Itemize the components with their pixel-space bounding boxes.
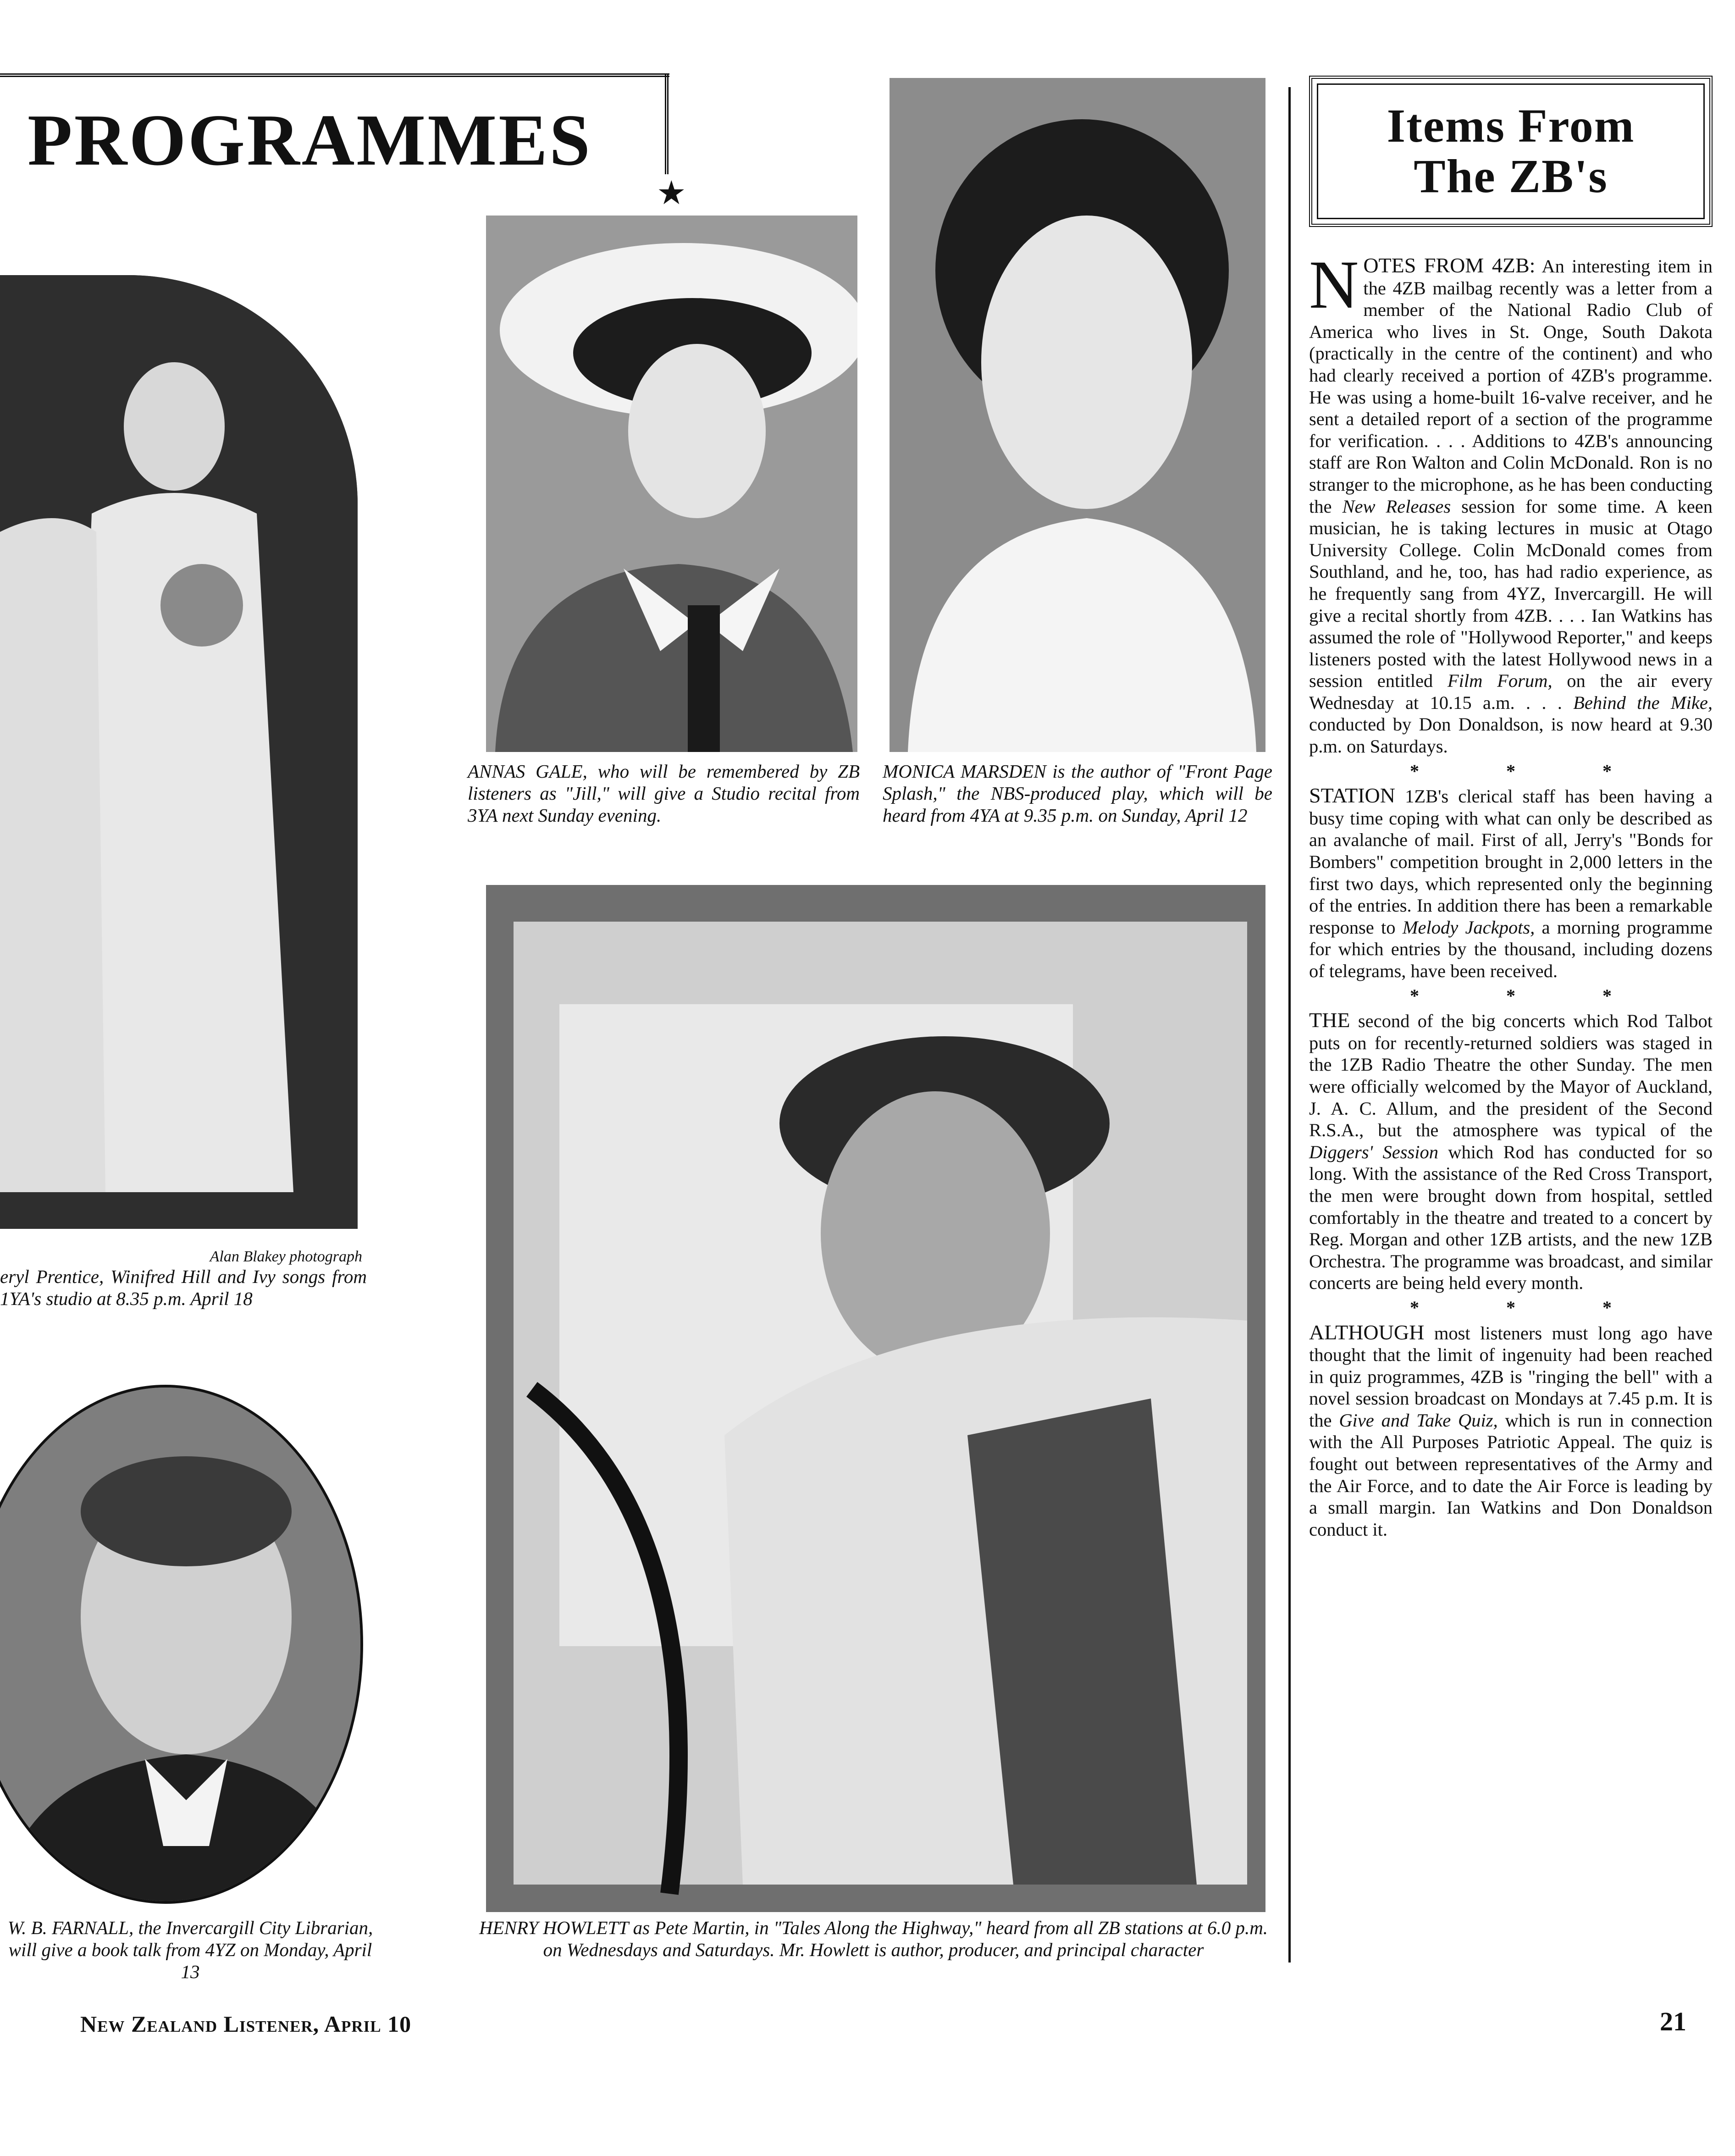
paragraph-text: second of the big concerts which Rod Talbot puts on for recently-returned soldiers was staged in the 1ZB Radio Theatre the other Sunday. The men were officially welcomed by the Mayor of Auckland, J. A. C. Allum, and the president of the Second R.S.A., but the atmosphere was typical of the — [1309, 1011, 1713, 1141]
paragraph-text: An interesting item in the 4ZB mailbag recently was a letter from a member of the National Radio Club of America who lives in St. Onge, South Dakota (practically in the centre of the continent) and who had clearly received a portion of 4ZB's programme. He was using a home-built 16-valve receiver, and he sent a detailed report of a section of the programme for verification. . . . Additions to 4ZB's announcing staff are Ron Walton and Colin McDonald. Ron is no stranger to the microphone, as he has been conducting the — [1309, 256, 1713, 517]
paragraph-text: most listeners must long ago have thought that the limit of ingenuity had been reached in quiz programmes, 4ZB is "ringing the bell" with a novel session broadcast on Mondays at 7.45 p.m. It is the — [1309, 1322, 1713, 1431]
column-rule — [1288, 87, 1291, 1963]
separator-stars: * * * — [1410, 760, 1653, 781]
page-number: 21 — [1660, 2007, 1686, 2036]
section-title: PROGRAMMES — [28, 99, 592, 181]
header-rule-side — [665, 73, 669, 174]
publication-footer: New Zealand Listener, April 10 — [80, 2011, 412, 2037]
paragraph-lead: STATION — [1309, 784, 1395, 807]
trio-photo — [0, 275, 358, 1229]
henry-howlett-caption: HENRY HOWLETT as Pete Martin, in "Tales Along the Highway," heard from all ZB stations at 6.0 p.m. on Wednesdays and Saturdays. Mr. Howlett is author, producer, and principal character — [479, 1917, 1268, 1960]
paragraph-lead: ALTHOUGH — [1309, 1320, 1425, 1344]
farnall-photo — [0, 1385, 363, 1904]
annas-gale-photo — [486, 216, 857, 752]
zb-paragraph-4zb — [1309, 247, 1713, 757]
programme-name: Film Forum, — [1447, 670, 1553, 691]
star-ornament: ★ — [657, 175, 686, 211]
zb-paragraph-concerts — [1309, 1009, 1713, 1294]
programme-name: Diggers' Session — [1309, 1141, 1438, 1162]
zb-heading — [1387, 101, 1635, 202]
zb-article — [1309, 247, 1713, 1540]
paragraph-text: session for some time. A keen musician, he is taking lectures in music at Otago University College. Colin McDonald comes from Southland, and he, too, has had radio experience, as he frequently sang from 4YZ, Invercargill. He will give a recital shortly from 4ZB. . . . Ian Watkins has assumed the role of "Hollywood Reporter," and keeps listeners posted with the latest Hollywood news in a session entitled — [1309, 496, 1713, 691]
paragraph-text: conducted by Don Donaldson, is now heard at 9.30 p.m. on Saturdays. — [1309, 714, 1713, 757]
programme-name: Melody Jackpots, — [1402, 917, 1535, 938]
separator-stars: * * * — [1410, 985, 1653, 1006]
paragraph-text: which is run in connection with the All Purposes Patriotic Appeal. The quiz is fought out between representatives of the Army and the Air Force, and to date the Air Force is leading by a small margin. Ian Watkins and Don Donaldson conduct it. — [1309, 1410, 1713, 1540]
paragraph-lead: OTES FROM 4ZB: — [1363, 254, 1536, 277]
programme-name: Give and Take Quiz, — [1339, 1410, 1498, 1431]
henry-howlett-photo — [486, 885, 1265, 1912]
annas-gale-caption: ANNAS GALE, who will be remembered by ZB listeners as "Jill," will give a Studio recital from 3YA next Sunday evening. — [468, 761, 860, 826]
zb-heading-box — [1309, 76, 1713, 227]
monica-marsden-photo — [890, 78, 1265, 752]
paragraph-lead: THE — [1309, 1008, 1350, 1032]
paragraph-text: 1ZB's clerical staff has been having a busy time coping with what can only be described as an avalanche of mail. First of all, Jerry's "Bonds for Bombers" competition brought in 2,000 letters in the first two days, which represented only the beginning of the entries. In addition there has been a remarkable response to — [1309, 786, 1713, 938]
zb-heading-line1: Items From — [1387, 100, 1635, 152]
header-rule — [0, 73, 669, 77]
zb-heading-line2: The ZB's — [1414, 150, 1608, 203]
zb-paragraph-1zb-mail — [1309, 785, 1713, 982]
programme-name: Behind the Mike, — [1573, 692, 1713, 713]
trio-photo-credit: Alan Blakey photograph — [210, 1248, 362, 1265]
zb-paragraph-quiz — [1309, 1321, 1713, 1541]
monica-marsden-caption: MONICA MARSDEN is the author of "Front Page Splash," the NBS-produced play, which will be heard from 4YA at 9.35 p.m. on Sunday, April 12 — [883, 761, 1272, 826]
farnall-caption: W. B. FARNALL, the Invercargill City Librarian, will give a book talk from 4YZ on Monday, April 13 — [7, 1917, 373, 1982]
paragraph-text: which Rod has conducted for so long. With the assistance of the Red Cross Transport, the men were brought down from hospital, settled comfortably in the theatre and treated to a concert by Reg. Morgan and other 1ZB artists, and the new 1ZB Orchestra. The programme was broadcast, and similar concerts are being held every month. — [1309, 1141, 1713, 1294]
paragraph-text: on the air every Wednesday at 10.15 a.m. . . . — [1309, 670, 1713, 713]
drop-cap: N — [1309, 247, 1359, 323]
paragraph-text: a morning programme for which entries by the thousand, including dozens of telegrams, have been received. — [1309, 917, 1713, 981]
trio-caption: eryl Prentice, Winifred Hill and Ivy songs from 1YA's studio at 8.35 p.m. April 18 — [0, 1266, 367, 1309]
programme-name: New Releases — [1342, 496, 1451, 517]
separator-stars: * * * — [1410, 1297, 1653, 1318]
